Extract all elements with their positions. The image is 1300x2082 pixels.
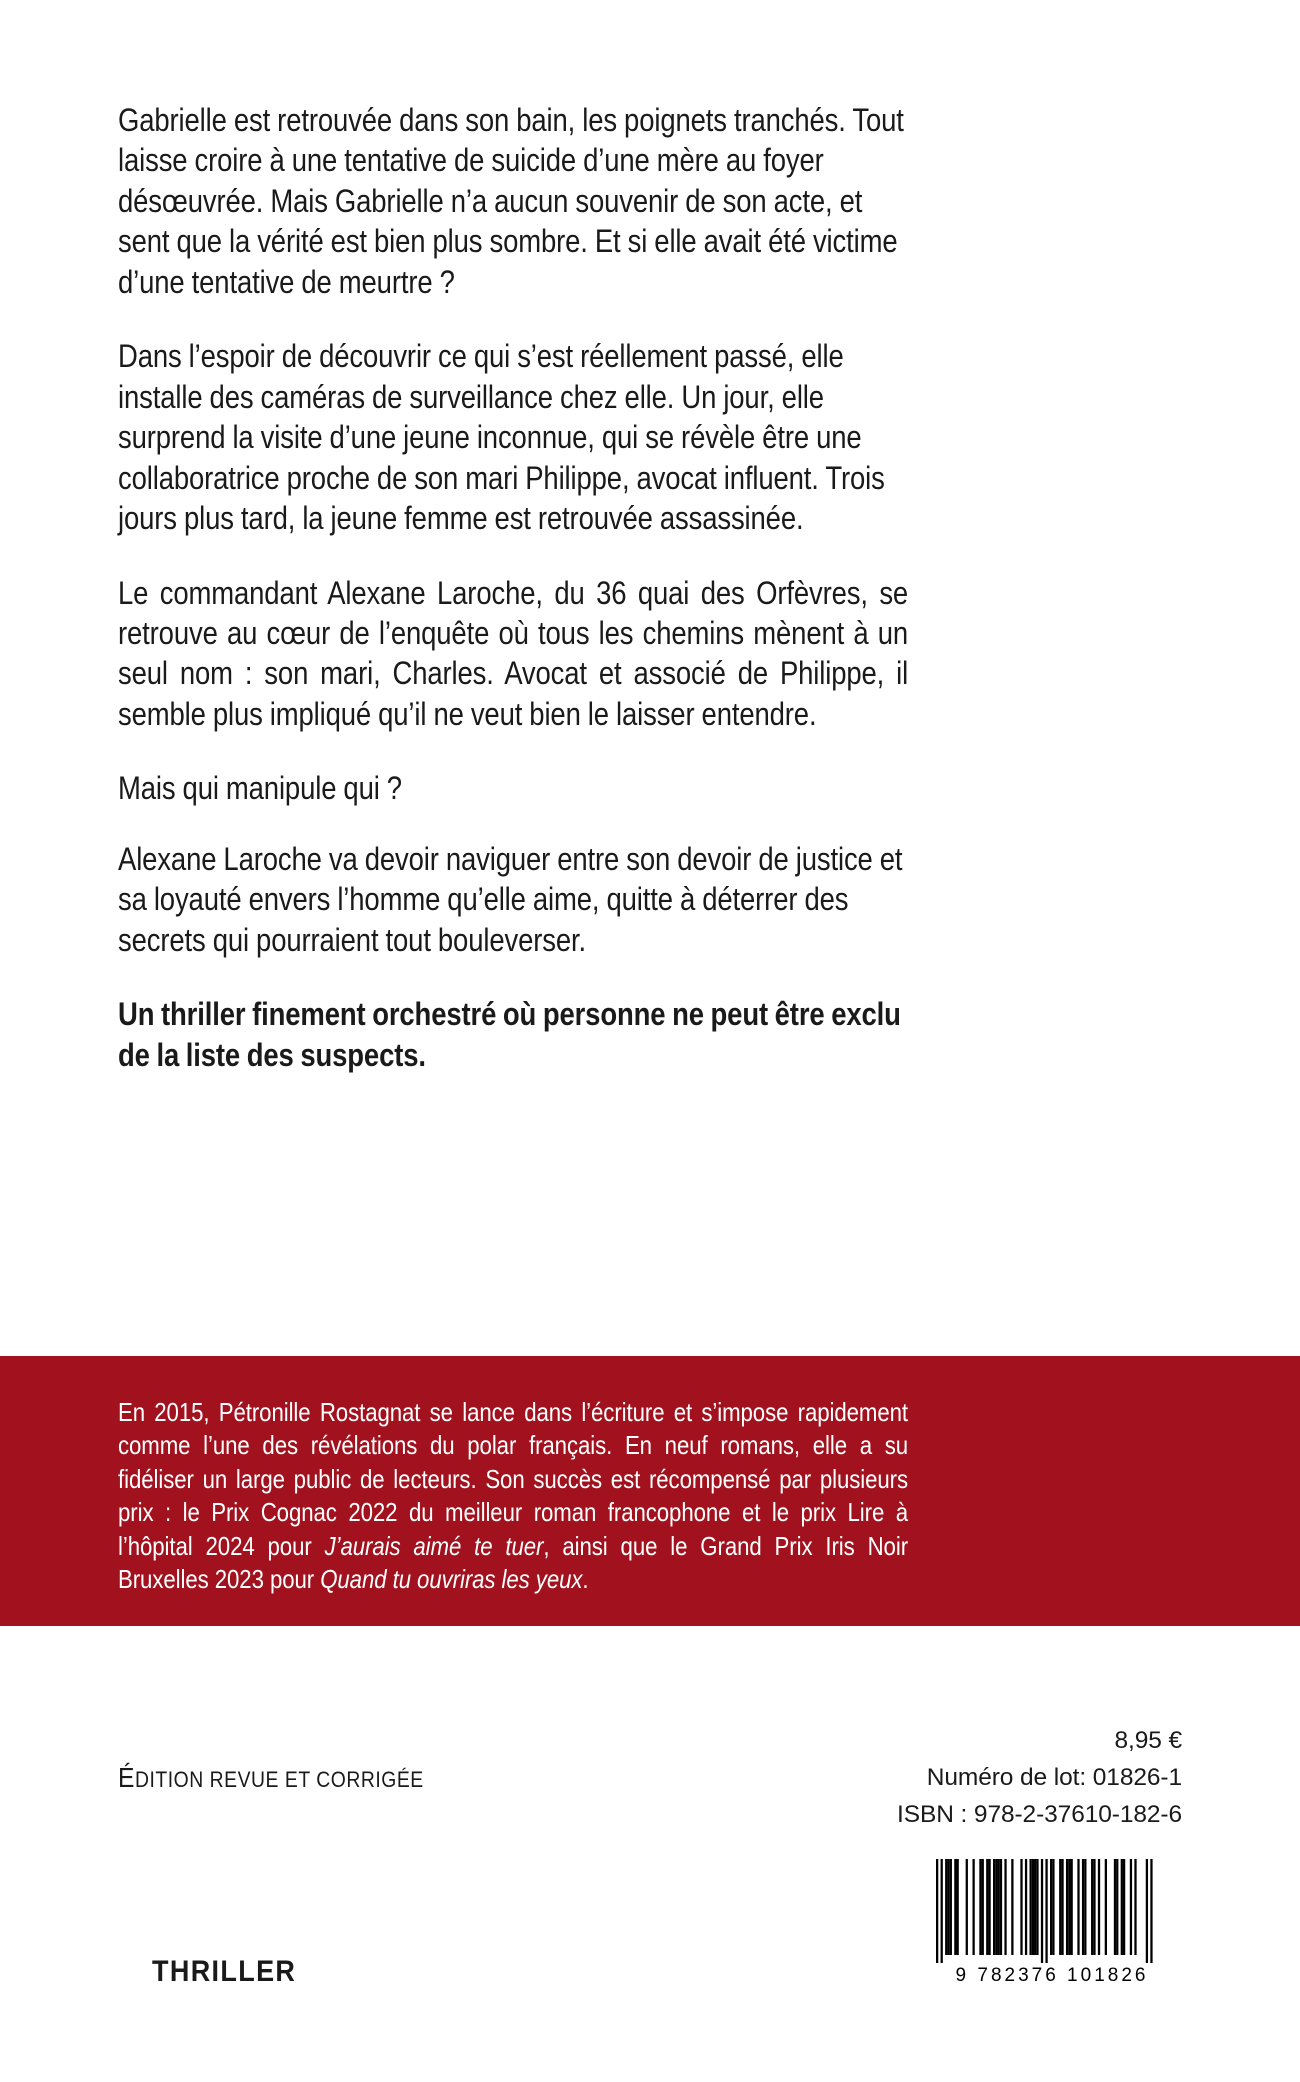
synopsis-tagline: Un thriller finement orchestré où personne ne peut être exclu de la liste des suspects. — [118, 996, 901, 1073]
synopsis-paragraph-2: Dans l’espoir de découvrir ce qui s’est réellement passé, elle installe des caméras de surveillance chez elle. Un jour, elle surprend la visite d’une jeune inconnue, qui se révèle être une collaboratrice proche de son mari Philippe, avocat influent. Trois jours plus tard, la jeune femme est retrouvée assassinée. — [118, 338, 885, 537]
author-bio-text — [118, 1396, 908, 1596]
price-label: 8,95 € — [1114, 1727, 1182, 1754]
author-bio-part-2: , ainsi que le Grand Prix Iris Noir Bruxelles 2023 pour — [118, 1530, 909, 1595]
synopsis-paragraph-4: Mais qui manipule qui ? — [118, 770, 402, 807]
isbn-number: ISBN : 978-2-37610-182-6 — [897, 1801, 1182, 1829]
svg-text:9 782376 101826: 9 782376 101826 — [955, 1965, 1149, 1986]
barcode-image — [922, 1855, 1182, 1987]
author-book-title-2: Quand tu ouvriras les yeux — [320, 1564, 583, 1595]
synopsis-paragraph-3: Le commandant Alexane Laroche, du 36 quai des Orfèvres, se retrouve au cœur de l’enquête où tous les chemins mènent à un seul nom : son mari, Charles. Avocat et associé de Philippe, il semble plus impliqué qu’il ne veut bien le laisser entendre. — [118, 574, 909, 732]
author-bio-part-3: . — [582, 1564, 589, 1595]
genre-label: THRILLER — [152, 1955, 297, 1988]
lot-number: Numéro de lot: 01826-1 — [926, 1764, 1182, 1792]
author-bio-band — [0, 1356, 1300, 1626]
edition-note — [118, 1762, 424, 1794]
edition-note-initial: É — [118, 1762, 135, 1793]
author-bio-part-1: En 2015, Pétronille Rostagnat se lance dans l’écriture et s’impose rapidement comme l’une des révélations du polar français. En neuf romans, elle a su fidéliser un large public de lecteurs. Son succès est récompensé par plusieurs prix : le Prix Cognac 2022 du meilleur roman francophone et le prix Lire à l’hôpital 2024 pour — [118, 1397, 909, 1561]
edition-note-rest: DITION REVUE ET CORRIGÉE — [134, 1767, 424, 1792]
author-book-title-1: J’aurais aimé te tuer — [324, 1530, 544, 1561]
barcode — [922, 1855, 1182, 1987]
synopsis-block — [118, 100, 908, 1075]
synopsis-paragraph-5: Alexane Laroche va devoir naviguer entre son devoir de justice et sa loyauté envers l’homme qu’elle aime, quitte à déterrer des secrets qui pourraient tout bouleverser. — [118, 840, 903, 958]
publication-metadata — [897, 1722, 1182, 1834]
synopsis-paragraph-1: Gabrielle est retrouvée dans son bain, les poignets tranchés. Tout laisse croire à une tentative de suicide d’une mère au foyer désœuvrée. Mais Gabrielle n’a aucun souvenir de son acte, et sent que la vérité est bien plus sombre. Et si elle avait été victime d’une tentative de meurtre ? — [118, 102, 904, 300]
